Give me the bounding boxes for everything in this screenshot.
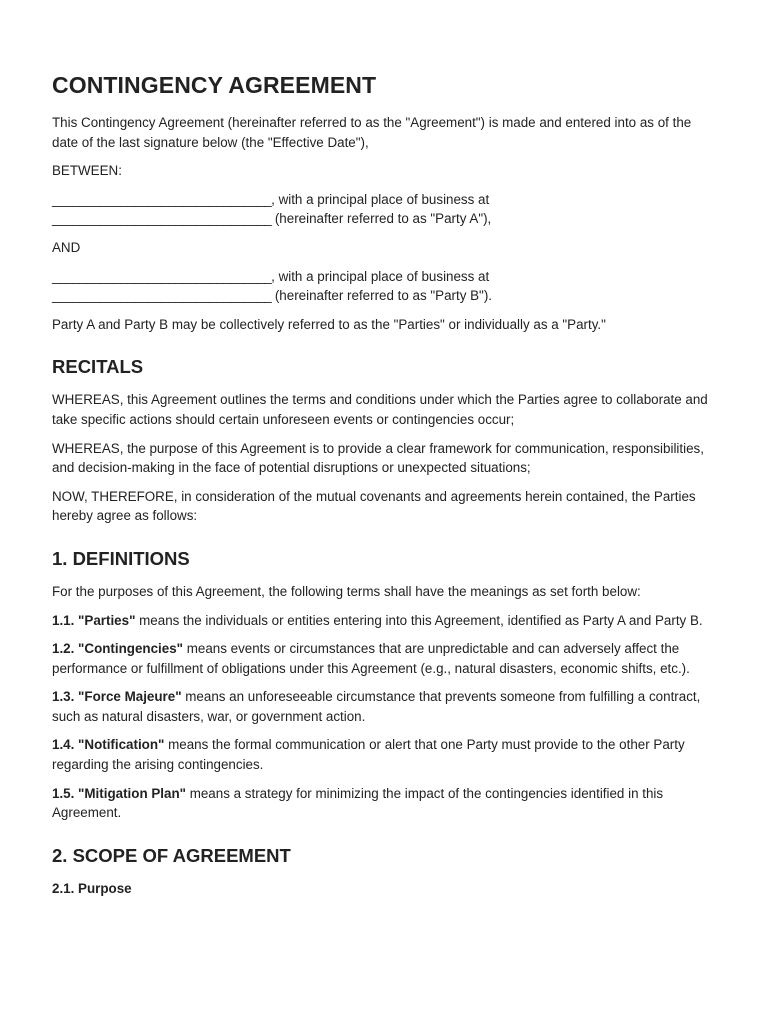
and-label: AND [52,239,81,255]
definition-term: 1.1. "Parties" [52,612,136,628]
definition-item-mitigation-plan [52,784,718,823]
recital-whereas-1: WHEREAS, this Agreement outlines the terms and conditions under which the Parties agree to collaborate and take specific actions should certain unforeseen events or contingencies occur; [52,392,708,427]
definition-term: 1.3. "Force Majeure" [52,689,182,705]
recital-whereas-2: WHEREAS, the purpose of this Agreement is to provide a clear framework for communication, responsibilities, and decision-making in the face of potential disruptions or unexpected situations; [52,440,704,476]
party-b-line-1-text: , with a principal place of business at [271,268,490,284]
scope-purpose-label: 2.1. Purpose [52,880,132,896]
definition-text: means events or circumstances that are unpredictable and can adversely affect the performance or fulfillment of obligations under this Agreement (e.g., natural disasters, economic shifts, etc.). [52,641,690,676]
party-a-line-2-text: (hereinafter referred to as "Party A"), [271,211,492,227]
party-a-name-blank: ________________________________ [52,191,272,207]
definition-item-contingencies [52,639,718,678]
party-a-block [52,190,718,229]
definition-text: means the formal communication or alert that one Party must provide to the other Party regarding the arising contingencies. [52,737,685,773]
definition-text: means an unforeseeable circumstance that prevents someone from fulfilling a contract, such as natural disasters, war, or government action. [52,689,701,724]
intro-paragraph: This Contingency Agreement (hereinafter referred to as the "Agreement") is made and entered into as of the date of the last signature below (the "Effective Date"), [52,115,692,150]
scope-sub-heading [52,879,718,899]
definition-text: means the individuals or entities entering into this Agreement, identified as Party A and Party B. [135,612,703,628]
definition-item-parties [52,611,718,631]
party-b-line-2-text: (hereinafter referred to as "Party B"). [271,288,492,304]
recitals-heading: RECITALS [52,356,144,378]
definitions-heading: 1. DEFINITIONS [52,547,190,569]
scope-heading: 2. SCOPE OF AGREEMENT [52,844,291,866]
definition-item-force-majeure [52,687,718,726]
definition-term: 1.4. "Notification" [52,737,165,753]
party-a-line-1-text: , with a principal place of business at [271,191,490,207]
definitions-intro: For the purposes of this Agreement, the following terms shall have the meanings as set forth below: [52,583,641,599]
party-b-address-blank: ________________________________ [52,288,272,304]
parties-note: Party A and Party B may be collectively referred to as the "Parties" or individually as a "Party." [52,316,606,332]
definition-item-notification [52,735,718,774]
party-b-block [52,267,718,306]
party-a-address-blank: ________________________________ [52,211,272,227]
definition-term: 1.2. "Contingencies" [52,641,184,657]
document-title: CONTINGENCY AGREEMENT [52,72,377,98]
party-b-name-blank: ________________________________ [52,268,272,284]
between-label: BETWEEN: [52,163,122,179]
definition-term: 1.5. "Mitigation Plan" [52,785,186,801]
definition-text: means a strategy for minimizing the impact of the contingencies identified in this Agreement. [52,785,664,821]
recital-now-therefore: NOW, THEREFORE, in consideration of the mutual covenants and agreements herein contained, the Parties hereby agree as follows: [52,488,696,524]
